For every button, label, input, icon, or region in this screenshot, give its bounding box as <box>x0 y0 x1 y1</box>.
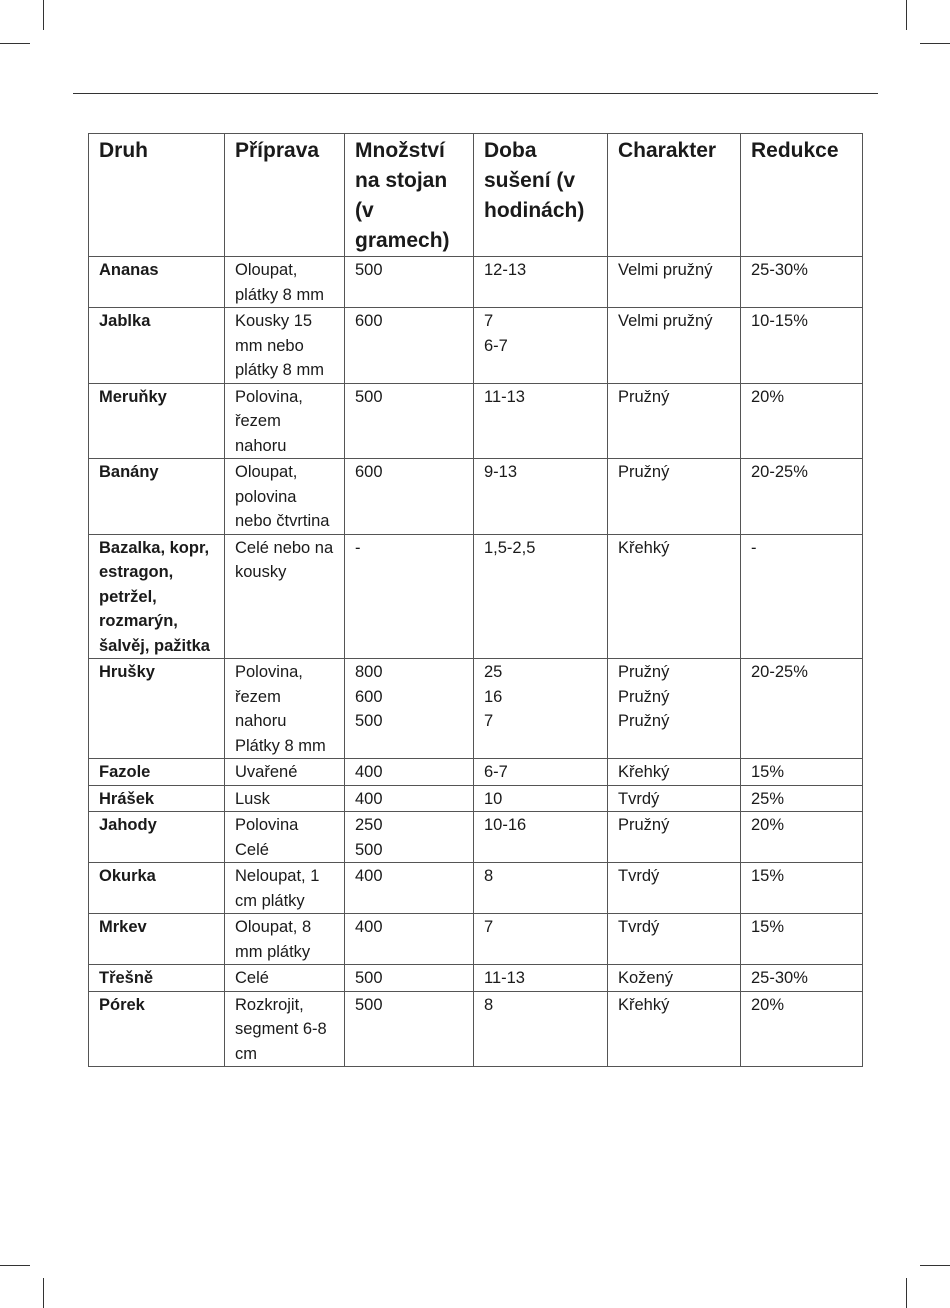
crop-mark <box>0 1265 30 1266</box>
cell-charakter <box>608 914 741 965</box>
cell-line: 7 <box>484 712 494 730</box>
table-row <box>89 659 863 759</box>
cell-line: Pružný <box>618 663 670 681</box>
cell-line: 500 <box>355 712 383 730</box>
cell-line: Tvrdý <box>618 789 660 808</box>
cell-charakter <box>608 863 741 914</box>
column-header-druh: Druh <box>89 134 225 257</box>
cell-redukce: 20-25% <box>741 659 863 759</box>
cell-redukce: 25-30% <box>741 965 863 992</box>
table-row <box>89 534 863 659</box>
cell-line: 6-7 <box>484 336 508 355</box>
cell-line: 1,5-2,5 <box>484 538 536 557</box>
cell-doba <box>474 863 608 914</box>
cell-line: Pružný <box>618 712 670 730</box>
crop-mark <box>906 0 907 30</box>
cell-redukce: 20-25% <box>741 459 863 535</box>
table-body <box>89 257 863 1067</box>
cell-line: Křehký <box>618 763 670 781</box>
table-row <box>89 257 863 308</box>
cell-redukce: 15% <box>741 759 863 786</box>
table-row <box>89 785 863 812</box>
cell-line: Velmi pružný <box>618 312 713 330</box>
cell-redukce: 25-30% <box>741 257 863 308</box>
table-row <box>89 991 863 1067</box>
crop-mark <box>906 1278 907 1308</box>
cell-line: 600 <box>355 687 383 706</box>
cell-line: Tvrdý <box>618 867 660 885</box>
cell-doba <box>474 965 608 992</box>
cell-charakter <box>608 812 741 863</box>
cell-priprava: Neloupat, 1 cm plátky <box>225 863 345 914</box>
cell-doba <box>474 459 608 535</box>
cell-druh: Mrkev <box>89 914 225 965</box>
header-rule <box>73 93 878 94</box>
cell-priprava: Uvařené <box>225 759 345 786</box>
cell-charakter <box>608 759 741 786</box>
cell-priprava: Kousky 15 mm nebo plátky 8 mm <box>225 308 345 384</box>
cell-redukce: 15% <box>741 914 863 965</box>
cell-mnozstvi <box>345 812 474 863</box>
crop-mark <box>920 1265 950 1266</box>
cell-redukce: 25% <box>741 785 863 812</box>
cell-line: 7 <box>484 918 494 936</box>
cell-line: Pružný <box>618 387 670 406</box>
cell-redukce: - <box>741 534 863 659</box>
cell-charakter <box>608 257 741 308</box>
cell-druh: Hrášek <box>89 785 225 812</box>
cell-line: Křehký <box>618 538 670 557</box>
drying-table <box>88 133 863 1067</box>
cell-druh: Bazalka, kopr, estragon, petržel, rozmarýn, šalvěj, pažitka <box>89 534 225 659</box>
cell-line: 8 <box>484 995 494 1014</box>
cell-line: 10 <box>484 789 503 808</box>
cell-line: 250 <box>355 816 383 834</box>
cell-priprava: Polovina, řezem nahoru Plátky 8 mm <box>225 659 345 759</box>
table-row <box>89 308 863 384</box>
cell-mnozstvi <box>345 383 474 459</box>
cell-charakter <box>608 785 741 812</box>
cell-line: 500 <box>355 969 383 987</box>
cell-line: 10-16 <box>484 816 527 834</box>
cell-druh: Fazole <box>89 759 225 786</box>
cell-line: 400 <box>355 763 383 781</box>
cell-charakter <box>608 659 741 759</box>
cell-druh: Pórek <box>89 991 225 1067</box>
crop-mark <box>0 43 30 44</box>
cell-line: 7 <box>484 312 494 330</box>
cell-mnozstvi <box>345 863 474 914</box>
cell-line: 12-13 <box>484 261 527 279</box>
cell-priprava: Oloupat, 8 mm plátky <box>225 914 345 965</box>
cell-line: Velmi pružný <box>618 261 713 279</box>
cell-line: 16 <box>484 687 503 706</box>
cell-line: 500 <box>355 995 383 1014</box>
cell-line: 500 <box>355 387 383 406</box>
cell-charakter <box>608 965 741 992</box>
cell-line: 800 <box>355 663 383 681</box>
cell-priprava: Polovina Celé <box>225 812 345 863</box>
column-header-charakter: Charakter <box>608 134 741 257</box>
cell-line: 600 <box>355 463 383 481</box>
cell-line: 500 <box>355 840 383 859</box>
cell-druh: Ananas <box>89 257 225 308</box>
table-row <box>89 914 863 965</box>
cell-druh: Hrušky <box>89 659 225 759</box>
table-row <box>89 759 863 786</box>
cell-priprava: Celé <box>225 965 345 992</box>
cell-line: Kožený <box>618 969 674 987</box>
cell-priprava: Oloupat, polovina nebo čtvrtina <box>225 459 345 535</box>
cell-line: 11-13 <box>484 969 525 987</box>
crop-mark <box>920 43 950 44</box>
cell-druh: Meruňky <box>89 383 225 459</box>
column-header-mnozstvi: Množství na stojan (v gramech) <box>345 134 474 257</box>
column-header-doba: Doba sušení (v hodinách) <box>474 134 608 257</box>
cell-line: 400 <box>355 867 383 885</box>
cell-mnozstvi <box>345 534 474 659</box>
column-header-priprava: Příprava <box>225 134 345 257</box>
column-header-redukce: Redukce <box>741 134 863 257</box>
table-row <box>89 383 863 459</box>
cell-doba <box>474 759 608 786</box>
cell-doba <box>474 308 608 384</box>
cell-doba <box>474 257 608 308</box>
cell-line: Tvrdý <box>618 918 660 936</box>
table-row <box>89 812 863 863</box>
table-row <box>89 863 863 914</box>
cell-mnozstvi <box>345 785 474 812</box>
cell-priprava: Rozkrojit, segment 6-8 cm <box>225 991 345 1067</box>
cell-mnozstvi <box>345 257 474 308</box>
cell-charakter <box>608 991 741 1067</box>
cell-doba <box>474 812 608 863</box>
cell-line: Křehký <box>618 995 670 1014</box>
cell-mnozstvi <box>345 914 474 965</box>
cell-doba <box>474 534 608 659</box>
cell-mnozstvi <box>345 965 474 992</box>
cell-line: 6-7 <box>484 763 508 781</box>
table-header-row <box>89 134 863 257</box>
cell-line: Pružný <box>618 687 670 706</box>
cell-redukce: 20% <box>741 383 863 459</box>
cell-mnozstvi <box>345 659 474 759</box>
cell-mnozstvi <box>345 459 474 535</box>
cell-doba <box>474 991 608 1067</box>
cell-line: Pružný <box>618 816 670 834</box>
cell-line: 400 <box>355 918 383 936</box>
cell-redukce: 10-15% <box>741 308 863 384</box>
cell-druh: Jahody <box>89 812 225 863</box>
crop-mark <box>43 1278 44 1308</box>
cell-charakter <box>608 459 741 535</box>
cell-mnozstvi <box>345 308 474 384</box>
table-row <box>89 459 863 535</box>
cell-redukce: 20% <box>741 812 863 863</box>
cell-line: - <box>355 538 361 557</box>
cell-druh: Okurka <box>89 863 225 914</box>
crop-mark <box>43 0 44 30</box>
cell-line: 8 <box>484 867 494 885</box>
cell-doba <box>474 914 608 965</box>
cell-priprava: Polovina, řezem nahoru <box>225 383 345 459</box>
cell-druh: Jablka <box>89 308 225 384</box>
cell-doba <box>474 383 608 459</box>
cell-line: 500 <box>355 261 383 279</box>
cell-druh: Banány <box>89 459 225 535</box>
cell-doba <box>474 785 608 812</box>
cell-redukce: 20% <box>741 991 863 1067</box>
cell-charakter <box>608 308 741 384</box>
cell-priprava: Oloupat, plátky 8 mm <box>225 257 345 308</box>
table-row <box>89 965 863 992</box>
cell-charakter <box>608 383 741 459</box>
cell-line: 25 <box>484 663 503 681</box>
cell-priprava: Lusk <box>225 785 345 812</box>
cell-line: 9-13 <box>484 463 518 481</box>
cell-mnozstvi <box>345 991 474 1067</box>
cell-charakter <box>608 534 741 659</box>
cell-redukce: 15% <box>741 863 863 914</box>
cell-druh: Třešně <box>89 965 225 992</box>
cell-line: Pružný <box>618 463 670 481</box>
cell-line: 600 <box>355 312 383 330</box>
cell-mnozstvi <box>345 759 474 786</box>
cell-line: 400 <box>355 789 383 808</box>
cell-doba <box>474 659 608 759</box>
cell-priprava: Celé nebo na kousky <box>225 534 345 659</box>
cell-line: 11-13 <box>484 387 525 406</box>
